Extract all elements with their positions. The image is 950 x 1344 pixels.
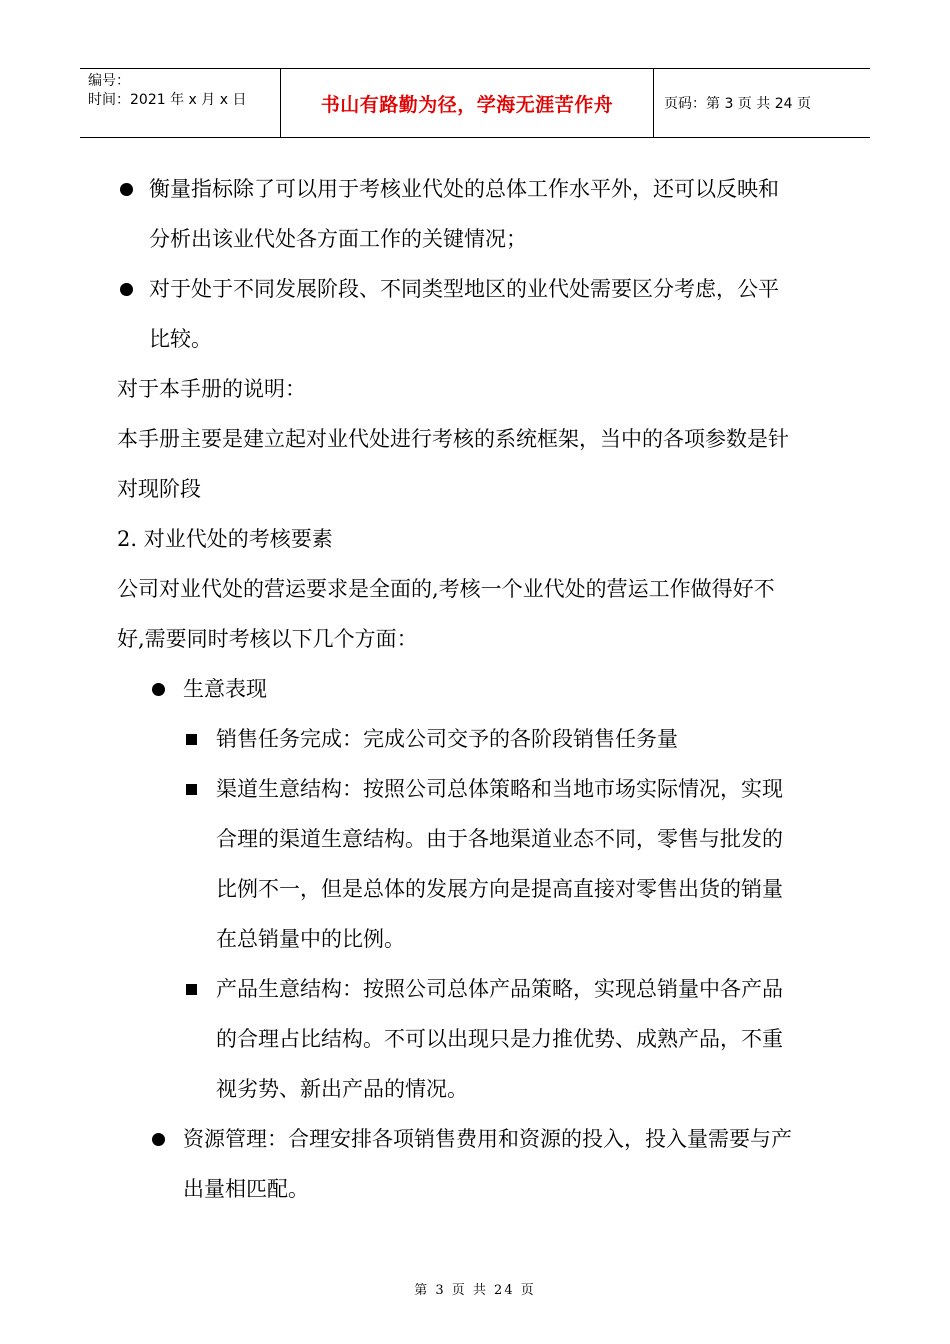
header-meta <box>80 69 281 137</box>
sub-bullet-text: 销售任务完成：完成公司交予的各阶段销售任务量 <box>216 727 678 751</box>
header-time-label: 时间：2021 年 x 月 x 日 <box>88 92 247 108</box>
sub-bullet-item <box>117 964 837 1014</box>
page-footer: 第 3 页 共 24 页 <box>414 1283 536 1298</box>
paragraph: 公司对业代处的营运要求是全面的,考核一个业代处的营运工作做得好不 <box>117 577 775 601</box>
bullet-item <box>117 1114 837 1164</box>
paragraph: 本手册主要是建立起对业代处进行考核的系统框架，当中的各项参数是针 <box>117 427 789 451</box>
bullet-text: 生意表现 <box>183 677 267 701</box>
bullet-text-continued: 出量相匹配。 <box>183 1177 309 1201</box>
sub-bullet-item <box>117 764 837 814</box>
paragraph-continued: 对现阶段 <box>117 477 201 501</box>
sub-bullet-text-continued: 合理的渠道生意结构。由于各地渠道业态不同，零售与批发的 <box>216 827 783 851</box>
header-page-info: 页码：第 3 页 共 24 页 <box>664 96 811 112</box>
bullet-item <box>117 664 837 714</box>
paragraph: 对于本手册的说明： <box>117 377 306 401</box>
bullet-text: 对于处于不同发展阶段、不同类型地区的业代处需要区分考虑，公平 <box>149 277 779 301</box>
sub-bullet-text-continued: 的合理占比结构。不可以出现只是力推优势、成熟产品，不重 <box>216 1027 783 1051</box>
paragraph-continued: 好,需要同时考核以下几个方面： <box>117 627 418 651</box>
section-heading: 2. 对业代处的考核要素 <box>117 527 333 551</box>
sub-bullet-text: 渠道生意结构：按照公司总体策略和当地市场实际情况，实现 <box>216 777 783 801</box>
bullet-text: 资源管理：合理安排各项销售费用和资源的投入，投入量需要与产 <box>183 1127 792 1151</box>
bullet-dot-icon <box>152 683 165 696</box>
sub-bullet-text: 产品生意结构：按照公司总体产品策略，实现总销量中各产品 <box>216 977 783 1001</box>
bullet-text-continued: 比较。 <box>149 327 212 351</box>
bullet-item <box>117 164 837 214</box>
square-bullet-icon <box>186 784 197 795</box>
bullet-dot-icon <box>152 1133 165 1146</box>
bullet-item <box>117 264 837 314</box>
sub-bullet-text-continued: 在总销量中的比例。 <box>216 927 405 951</box>
sub-bullet-text-continued: 比例不一，但是总体的发展方向是提高直接对零售出货的销量 <box>216 877 783 901</box>
sub-bullet-item <box>117 714 837 764</box>
header-motto: 书山有路勤为径，学海无涯苦作舟 <box>281 69 654 137</box>
bullet-text: 衡量指标除了可以用于考核业代处的总体工作水平外，还可以反映和 <box>149 177 779 201</box>
square-bullet-icon <box>186 984 197 995</box>
square-bullet-icon <box>186 734 197 745</box>
header-number-label: 编号： <box>88 73 130 89</box>
bullet-dot-icon <box>120 283 133 296</box>
document-body <box>117 164 837 1214</box>
sub-bullet-text-continued: 视劣势、新出产品的情况。 <box>216 1077 468 1101</box>
bullet-text-continued: 分析出该业代处各方面工作的关键情况； <box>149 227 527 251</box>
bullet-dot-icon <box>120 183 133 196</box>
page-header <box>80 68 870 138</box>
